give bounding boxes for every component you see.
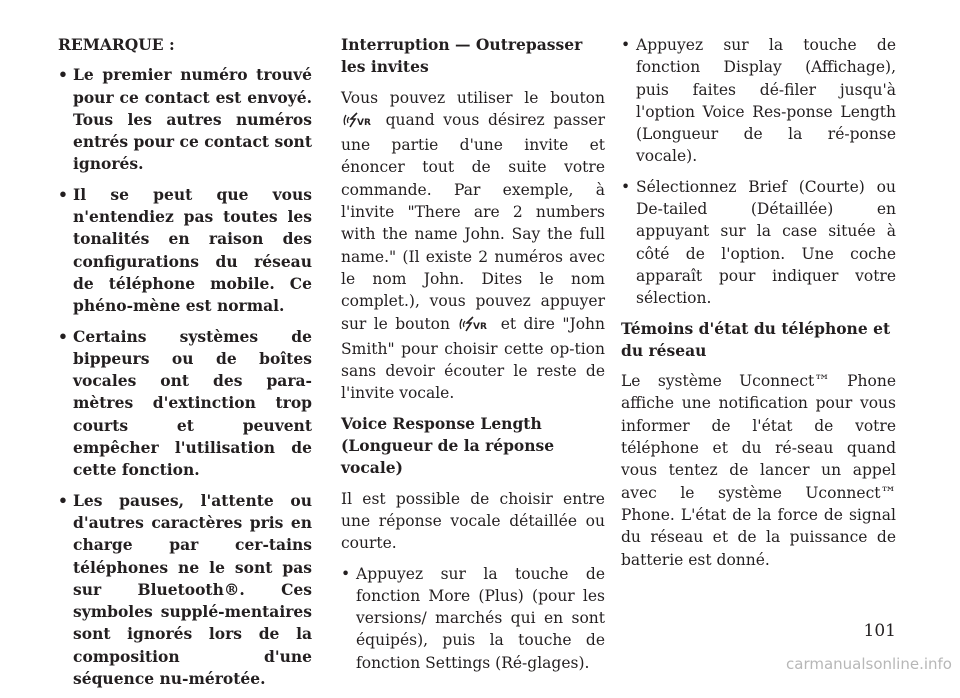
note-bullet-4: • Les pauses, l'attente ou d'autres caractères pris en charge par cer-tains téléphones ne le sont pas sur Bluetooth®. Ces symboles supplé-mentaires sont ignorés lors de la composition d'une séquence nu-mérotée. [58,490,312,691]
voice-recognition-icon [459,316,491,338]
middle-column [341,34,605,682]
interruption-text-3: et dire "John Smith" pour choisir cette op-tion sans devoir écouter le reste de l'invite vocale. [341,314,605,403]
note-bullet-3: • Certains systèmes de bippeurs ou de boîtes vocales ont des para-mètres d'extinction trop courts et peuvent empêcher l'utilisation de cette fonction. [58,326,312,482]
status-indicators-heading: Témoins d'état du téléphone et du réseau [621,318,891,360]
svg-text:VR: VR [473,321,488,332]
voice-response-steps-continued [621,34,896,310]
voice-recognition-icon [343,112,375,134]
voice-response-length-paragraph: Il est possible de choisir entre une réponse vocale détaillée ou courte. [341,489,605,553]
voice-response-length-heading: Voice Response Length (Longueur de la réponse vocale) [341,413,555,478]
interruption-text-1: Vous pouvez utiliser le bouton [341,88,605,107]
svg-text:VR: VR [357,117,371,128]
interruption-heading: Interruption — Outrepasser les invites [341,35,583,77]
note-bullet-list [58,64,312,690]
right-column [621,34,896,579]
step-bullet-3: • Sélectionnez Brief (Courte) ou De-tailed (Détaillée) en appuyant sur la case située à côté de l'option. Une coche apparaît pour indiquer votre sélection. [621,176,896,310]
note-bullet-1: • Le premier numéro trouvé pour ce contact est envoyé. Tous les autres numéros entrés pour ce contact sont ignorés. [58,64,312,175]
step-bullet-1: • Appuyez sur la touche de fonction More (Plus) (pour les versions/ marchés qui en sont équipés), puis la touche de fonction Settings (Ré-glages). [341,563,605,674]
note-title: REMARQUE : [58,35,175,54]
watermark: carmanualsonline.info [786,655,952,673]
step-bullet-2: • Appuyez sur la touche de fonction Display (Affichage), puis faites dé-filer jusqu'à l'option Voice Res-ponse Length (Longueur de la ré-ponse vocale). [621,34,896,168]
page-number: 101 [863,621,896,641]
interruption-text-2: quand vous désirez passer une partie d'une invite et énoncer tout de suite votre commande. Par exemple, à l'invite "There are 2 numbers with the name John. Say the full name." (Il existe 2 numéros avec le nom John. Dites le nom complet.), vous pouvez appuyer sur le bouton [341,110,605,333]
left-column [58,34,312,698]
note-bullet-2: • Il se peut que vous n'entendiez pas toutes les tonalités en raison des configurations du réseau de téléphone mobile. Ce phéno-mène est normal. [58,184,312,318]
interruption-paragraph [341,87,605,405]
status-indicators-paragraph: Le système Uconnect™ Phone affiche une notification pour vous informer de l'état de votre téléphone et du ré-seau quand vous tentez de lancer un appel avec le système Uconnect™ Phone. L'état de la force de signal du réseau et de la puissance de batterie est donné. [621,372,896,569]
voice-response-steps [341,563,605,674]
